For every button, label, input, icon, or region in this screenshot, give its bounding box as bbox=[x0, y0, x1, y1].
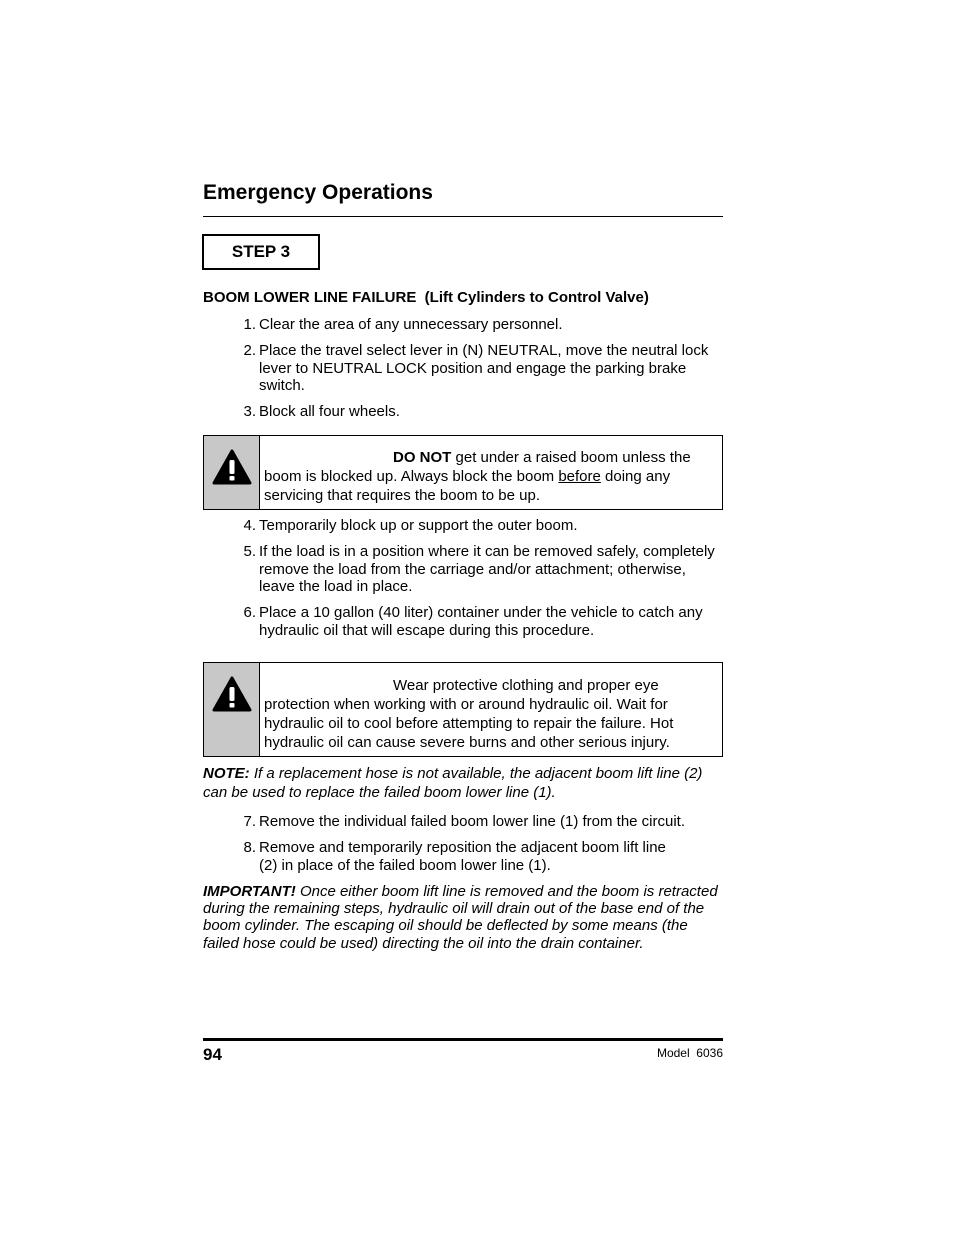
list-item bbox=[203, 316, 723, 334]
important-label: IMPORTANT! bbox=[203, 883, 296, 900]
step-text: Place a 10 gallon (40 liter) container under the vehicle to catch any hydraulic oil that will escape during this procedure. bbox=[259, 604, 703, 639]
warning-emphasis: DO NOT bbox=[393, 449, 452, 466]
warning-sidebar bbox=[204, 436, 260, 509]
step-number: 2. bbox=[243, 342, 256, 359]
step-text: Remove the individual failed boom lower line (1) from the circuit. bbox=[259, 813, 686, 830]
footer-divider bbox=[203, 1038, 723, 1041]
warning-text-part: get under a raised boom unless the boom is blocked up. Always block the boom bbox=[264, 449, 691, 485]
step-text: Place the travel select lever in (N) NEUTRAL, move the neutral lock lever to NEUTRAL LOCK position and engage the parking brake switch. bbox=[259, 342, 709, 394]
step-number: 3. bbox=[243, 403, 256, 420]
step-text: Block all four wheels. bbox=[259, 403, 400, 420]
important-text: Once either boom lift line is removed and the boom is retracted during the remaining steps, hydraulic oil will drain out of the base end of the boom cylinder. The escaping oil should be deflected by some means (the failed hose could be used) directing the oil into the drain container. bbox=[203, 883, 718, 952]
warning-triangle-icon bbox=[212, 676, 252, 712]
step-number: 6. bbox=[243, 604, 256, 621]
list-item bbox=[203, 403, 723, 421]
warning-text-part: Wear protective clothing and proper eye protection when working with or around hydraulic oil. Wait for hydraulic oil to cool before attempting to repair the failure. Hot hydraulic oil can cause severe burns and other serious injury. bbox=[264, 677, 674, 751]
step-text: Temporarily block up or support the outer boom. bbox=[259, 517, 578, 534]
warning-box bbox=[203, 435, 723, 510]
list-item bbox=[203, 604, 723, 639]
step-text: Remove and temporarily reposition the adjacent boom lift line (2) in place of the failed boom lower line (1). bbox=[259, 839, 666, 874]
warning-text-part: doing any servicing that requires the boom to be up. bbox=[264, 468, 671, 504]
step-number: 8. bbox=[243, 839, 256, 856]
step-text: Clear the area of any unnecessary personnel. bbox=[259, 316, 563, 333]
step-number: 7. bbox=[243, 813, 256, 830]
list-item bbox=[203, 342, 723, 395]
note bbox=[203, 764, 723, 802]
warning-sidebar bbox=[204, 663, 260, 756]
section-subhead: BOOM LOWER LINE FAILURE (Lift Cylinders to Control Valve) bbox=[203, 289, 649, 306]
list-item bbox=[203, 517, 723, 535]
list-item bbox=[203, 813, 723, 831]
step-text: If the load is in a position where it can be removed safely, completely remove the load from the carriage and/or attachment; otherwise, leave the load in place. bbox=[259, 543, 715, 595]
warning-text bbox=[260, 436, 722, 509]
step-label: STEP 3 bbox=[202, 234, 320, 270]
model-label: Model 6036 bbox=[656, 1046, 723, 1060]
note-label: NOTE: bbox=[203, 765, 250, 782]
step-number: 1. bbox=[243, 316, 256, 333]
important-note bbox=[203, 883, 723, 952]
list-item bbox=[203, 839, 683, 874]
warning-box bbox=[203, 662, 723, 757]
warning-text bbox=[260, 663, 722, 756]
step-number: 4. bbox=[243, 517, 256, 534]
page-title: Emergency Operations bbox=[203, 181, 433, 204]
list-item bbox=[203, 543, 723, 596]
note-text: If a replacement hose is not available, the adjacent boom lift line (2) can be used to replace the failed boom lower line (1). bbox=[203, 765, 703, 801]
warning-underlined: before bbox=[558, 468, 601, 485]
warning-triangle-icon bbox=[212, 449, 252, 485]
title-divider bbox=[203, 216, 723, 217]
page-number: 94 bbox=[203, 1045, 222, 1064]
step-number: 5. bbox=[243, 543, 256, 560]
